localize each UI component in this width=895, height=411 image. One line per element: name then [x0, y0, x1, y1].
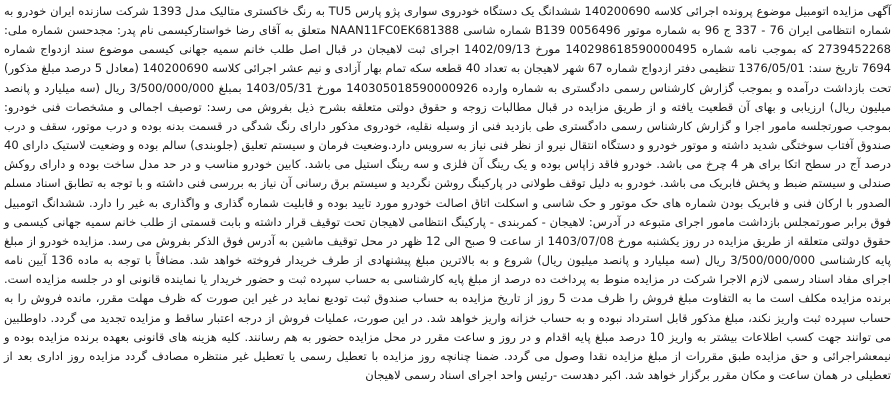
auction-notice-text: آگهی مزایده اتومبیل موضوع پرونده اجرائی کلاسه 140200690 ششدانگ یک دستگاه خودروی سواری پژو پارس TU5 به رنگ خاکستری متالیک مدل 1393 شرکت سازنده ایران خودرو به شماره انتظامی ایران 76 - 337 ج 96 به شماره موتور 0056496 B139 شماره شاسی NAAN11FC0EK681388 متعلق به آقای رضا خواستارکیسمی نام پدر: مجدحسن شماره ملی: 2739452268 که بموجب نامه شماره 140298618590000495 مورخ 1402/09/13 اجرای ثبت لاهیجان در قبال اصل طلب خانم سمیه جهانی کیسمی موضوع سند ازدواج شماره 7694 تاریخ سند: 1376/05/01 تنظیمی دفتر ازدواج شماره 67 شهر لاهیجان به تعداد 40 قطعه سکه تمام بهار آزادی و نیم عشر اجرائی کلاسه 140200690 (معادل 5 درصد مبلغ مذکور) تحت بازداشت درآمده و بموجب گزارش کارشناس رسمی دادگستری به شماره وارده 140305018590000926 مورخ 1403/05/31 بمبلغ 3/500/000/000 ریال (سه میلیارد و پانصد میلیون ریال) ارزیابی و بهای آن قطعیت یافته و از طریق مزایده در قبال مطالبات زوجه و حقوق دولتی متعلقه بشرح ذیل بفروش می رسد: توصیف اجمالی و مشخصات فنی خودرو: بموجب صورتجلسه مامور اجرا و گزارش کارشناس رسمی دادگستری طی بازدید فنی از وسیله نقلیه، خودروی مذکور دارای رنگ شدگی در قسمت بدنه بوده و درب موتور، سقف و درب صندوق آفتاب سوختگی شدید داشته و موتور خودرو و دستگاه انتقال نیرو از نظر فنی نیاز به سرویس دارد.وضعیت فرمان و سیستم تعلیق (جلوبندی) سالم بوده و وضعیت لاستیک دارای 40 درصد آج در سطح اتکا برای هر 4 چرخ می باشد. خودرو فاقد زاپاس بوده و یک رینگ آن فلزی و سه رینگ استیل می باشد. کابین خودرو مناسب و در حد مدل ساخت بوده و دارای روکش صندلی و سیستم ضبط و پخش فابریک می باشد. خودرو به دلیل توقف طولانی در پارکینگ روشن نگردید و سیستم برق رسانی آن نیاز به بررسی فنی داشته و با توجه به تطابق اسناد مسلم الصدور با ارکان فنی و فابریک بودن شماره های حک موتور و حک شاسی و اسکلت اتاق اصالت خودرو مورد تایید بوده و قابلیت شماره گذاری و واگذاری به غیر را دارد. ششدانگ اتومبیل فوق برابر صورتمجلس بازداشت مامور اجرای متبوعه در آدرس: لاهیجان - کمربندی - پارکینگ انتظامی لاهیجان تحت توقیف قرار داشته و بابت قسمتی از طلب خانم سمیه جهانی کیسمی و حقوق دولتی متعلقه از طریق مزایده در روز یکشنبه مورخ 1403/07/08 از ساعت 9 صبح الی 12 ظهر در محل توقیف ماشین به آدرس فوق الذکر بفروش می رسد. مزایده خودرو از مبلغ پایه کارشناسی 3/500/000/000 ریال (سه میلیارد و پانصد میلیون ریال) شروع و به بالاترین مبلغ پیشنهادی از طرف خریدار فروخته خواهد شد. مضافاً با توجه به ماده 136 آیین نامه اجرای مفاد اسناد رسمی لازم الاجرا شرکت در مزایده منوط به پرداخت ده درصد از مبلغ پایه کارشناسی به حساب سپرده ثبت و حضور خریدار یا نماینده قانونی او در جلسه مزایده است. برنده مزایده مکلف است ما به التفاوت مبلغ فروش را ظرف مدت 5 روز از تاریخ مزایده به حساب صندوق ثبت تودیع نماید در غیر این صورت که ظرف مهلت مقرر، مانده فروش را به حساب سپرده ثبت واریز نکند، مبلغ مذکور قابل استرداد نبوده و به حساب خزانه واریز خواهد شد. در این صورت، عملیات فروش از درجه اعتبار ساقط و مزایده تجدید می گردد. داوطلبین می توانند جهت کسب اطلاعات بیشتر به واریز 10 درصد مبلغ پایه اقدام و در روز و ساعت مقرر در محل مزایده حضور به هم رسانند. کلیه هزینه های قانونی بعهده برنده مزایده بوده و نیمعشراجرائی و حق مزایده طبق مقررات از مبلغ مزایده نقدا وصول می گردد. ضمنا چنانچه روز مزایده با تعطیل رسمی یا تعطیل غیر منتظره مصادف گردد مزایده روز اداری بعد از تعطیلی در همان ساعت و مکان مقرر برگزار خواهد شد. اکبر دهدست -رئیس واحد اجرای اسناد رسمی لاهیجان	[4, 4, 892, 382]
